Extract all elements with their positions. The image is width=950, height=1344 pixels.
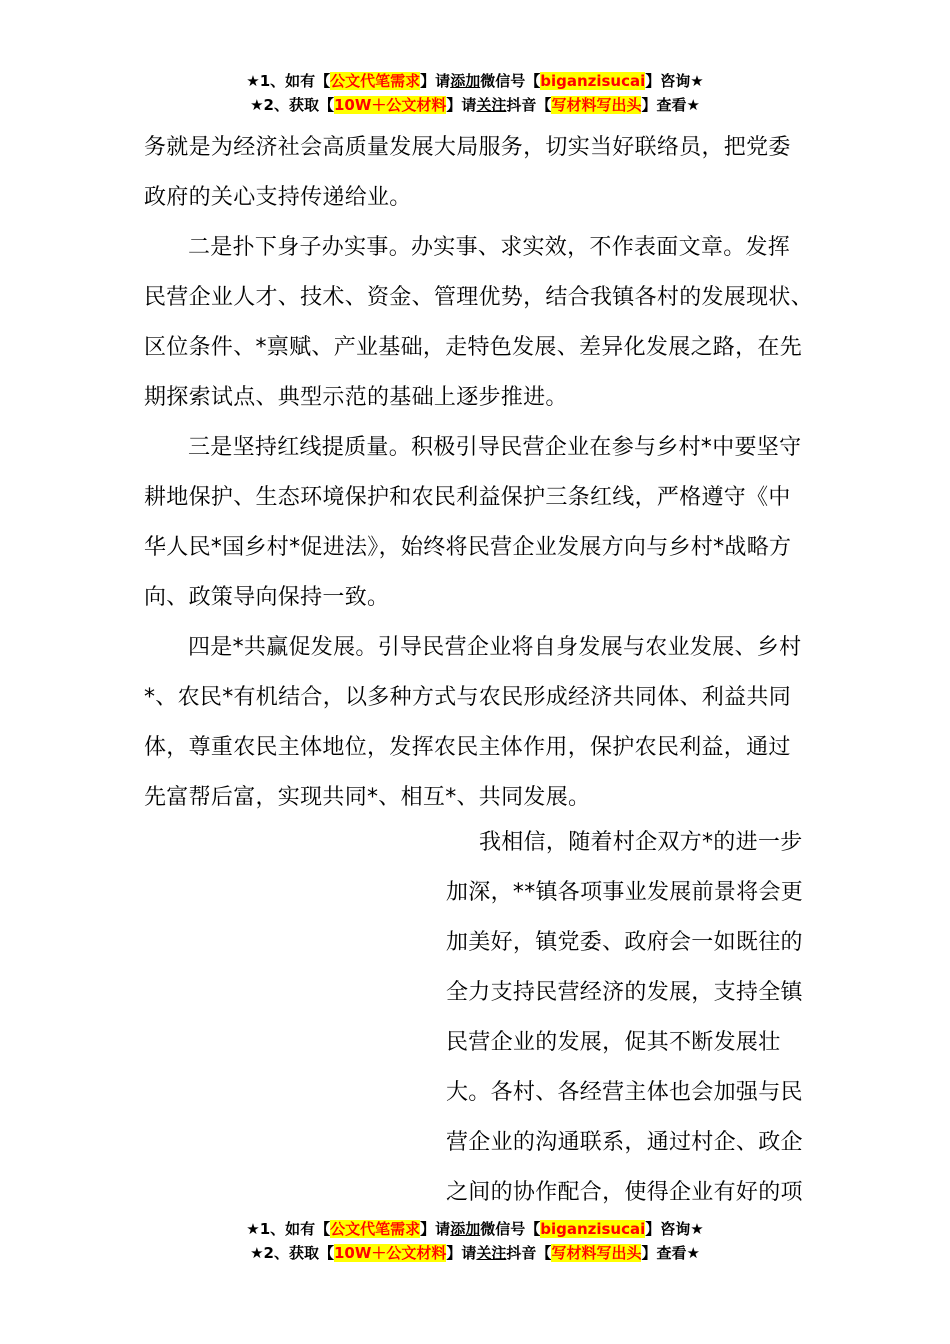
body-line: 向、政策导向保持一致。 — [144, 585, 390, 610]
banner-underline: 关注 — [476, 96, 507, 114]
banner-line-2 — [0, 94, 950, 118]
banner-line-1 — [0, 1218, 950, 1242]
header-banner — [0, 70, 950, 118]
banner-underline: 关注 — [476, 1244, 507, 1262]
banner-underline: 添加 — [450, 1220, 481, 1238]
document-body — [144, 123, 814, 823]
closing-line: 营企业的沟通联系，通过村企、政企 — [446, 1130, 803, 1155]
body-line: 期探索试点、典型示范的基础上逐步推进。 — [144, 385, 568, 410]
banner-text: 】查看★ — [641, 1244, 700, 1262]
paragraph-start: 四是*共赢促发展。引导民营企业将自身发展与农业发展、乡村 — [188, 635, 802, 660]
banner-text: ★1、如有【 — [246, 1220, 331, 1238]
body-line: 民营企业人才、技术、资金、管理优势，结合我镇各村的发展现状、 — [144, 285, 814, 310]
banner-highlight: 写材料写出头 — [551, 96, 642, 114]
banner-highlight: biganzisucai — [540, 1220, 646, 1238]
footer-banner — [0, 1218, 950, 1266]
body-line: 区位条件、*禀赋、产业基础，走特色发展、差异化发展之路，在先 — [144, 335, 803, 360]
banner-line-2 — [0, 1242, 950, 1266]
banner-text: 抖音【 — [506, 96, 552, 114]
banner-text: 】请 — [420, 72, 451, 90]
closing-line: 加深，**镇各项事业发展前景将会更 — [446, 880, 804, 905]
banner-text: ★2、获取【 — [250, 96, 334, 114]
banner-underline: 添加 — [450, 72, 481, 90]
banner-text: ★1、如有【 — [246, 72, 331, 90]
closing-line: 全力支持民营经济的发展，支持全镇 — [446, 980, 803, 1005]
body-line: *、农民*有机结合，以多种方式与农民形成经济共同体、利益共同 — [144, 685, 792, 710]
banner-highlight: 10W＋公文材料 — [333, 96, 447, 114]
body-line: 政府的关心支持传递给业。 — [144, 185, 412, 210]
banner-text: 】查看★ — [641, 96, 700, 114]
body-line: 先富帮后富，实现共同*、相互*、共同发展。 — [144, 785, 591, 810]
banner-text: 抖音【 — [506, 1244, 552, 1262]
banner-highlight: 公文代笔需求 — [330, 72, 421, 90]
paragraph-start: 三是坚持红线提质量。积极引导民营企业在参与乡村*中要坚守 — [188, 435, 802, 460]
banner-text: 微信号【 — [480, 1220, 541, 1238]
body-line: 华人民*国乡村*促进法》，始终将民营企业发展方向与乡村*战略方 — [144, 535, 792, 560]
closing-line: 我相信，随着村企双方*的进一步 — [479, 830, 803, 855]
banner-text: ★2、获取【 — [250, 1244, 334, 1262]
closing-line: 大。各村、各经营主体也会加强与民 — [446, 1080, 803, 1105]
banner-text: 】请 — [446, 96, 477, 114]
closing-paragraph — [446, 818, 806, 1218]
banner-text: 】咨询★ — [645, 72, 704, 90]
body-line: 耕地保护、生态环境保护和农民利益保护三条红线，严格遵守《中 — [144, 485, 791, 510]
banner-highlight: biganzisucai — [540, 72, 646, 90]
body-line: 体，尊重农民主体地位，发挥农民主体作用，保护农民利益，通过 — [144, 735, 791, 760]
banner-text: 】咨询★ — [645, 1220, 704, 1238]
paragraph-start: 二是扑下身子办实事。办实事、求实效，不作表面文章。发挥 — [188, 235, 791, 260]
closing-line: 之间的协作配合，使得企业有好的项 — [446, 1180, 803, 1205]
banner-text: 微信号【 — [480, 72, 541, 90]
closing-line: 加美好，镇党委、政府会一如既往的 — [446, 930, 803, 955]
banner-highlight: 10W＋公文材料 — [333, 1244, 447, 1262]
banner-text: 】请 — [420, 1220, 451, 1238]
body-line: 务就是为经济社会高质量发展大局服务，切实当好联络员，把党委 — [144, 135, 791, 160]
banner-text: 】请 — [446, 1244, 477, 1262]
banner-highlight: 公文代笔需求 — [330, 1220, 421, 1238]
banner-highlight: 写材料写出头 — [551, 1244, 642, 1262]
closing-line: 民营企业的发展，促其不断发展壮 — [446, 1030, 781, 1055]
banner-line-1 — [0, 70, 950, 94]
